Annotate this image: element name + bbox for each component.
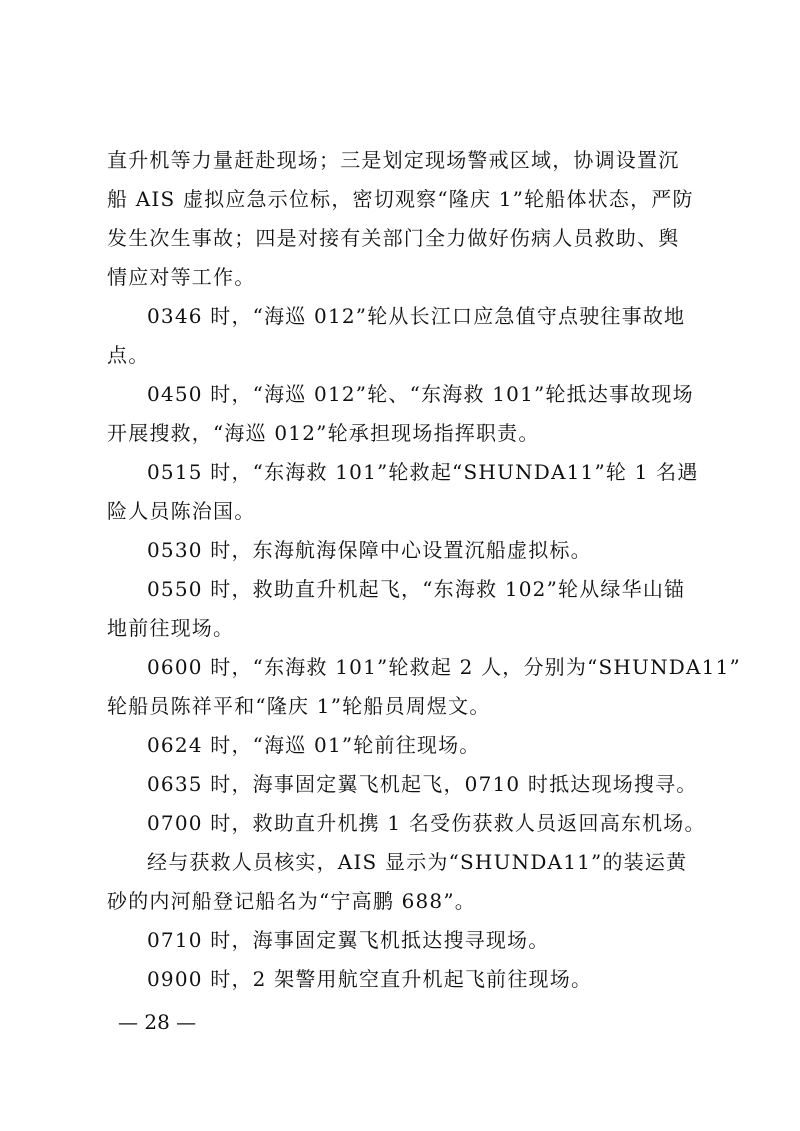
text-line: 险人员陈治国。 [107,499,256,523]
text-line: 发生次生事故；四是对接有关部门全力做好伤病人员救助、舆 [107,226,680,250]
text-line: 0635 时，海事固定翼飞机起飞，0710 时抵达现场搜寻。 [147,772,698,796]
text-line: 经与获救人员核实，AIS 显示为“SHUNDA11”的装运黄 [147,850,688,874]
text-line: 0550 时，救助直升机起飞，“东海救 102”轮从绿华山锚 [147,577,686,601]
text-line: 砂的内河船登记船名为“宁高鹏 688”。 [107,889,476,913]
text-line: 0700 时，救助直升机携 1 名受伤获救人员返回高东机场。 [147,811,706,835]
text-line: 0710 时，海事固定翼飞机抵达搜寻现场。 [147,928,550,952]
text-line: 0450 时，“海巡 012”轮、“东海救 101”轮抵达事故现场 [147,382,694,406]
text-line: 轮船员陈祥平和“隆庆 1”轮船员周煜文。 [107,694,491,718]
text-line: 船 AIS 虚拟应急示位标，密切观察“隆庆 1”轮船体状态，严防 [107,187,694,211]
text-line: 开展搜救，“海巡 012”轮承担现场指挥职责。 [107,421,540,445]
text-line: 0600 时，“东海救 101”轮救起 2 人，分别为“SHUNDA11” [147,655,741,679]
text-line: 直升机等力量赶赴现场；三是划定现场警戒区域，协调设置沉 [107,148,680,172]
text-line: 点。 [107,343,150,367]
text-line: 0346 时，“海巡 012”轮从长江口应急值守点驶往事故地 [147,304,686,328]
text-line: 0530 时，东海航海保障中心设置沉船虚拟标。 [147,538,592,562]
text-line: 地前往现场。 [107,616,235,640]
text-line: 0624 时，“海巡 01”轮前往现场。 [147,733,481,757]
text-line: 情应对等工作。 [107,265,256,289]
page-number: — 28 — [118,1010,197,1034]
text-line: 0900 时，2 架警用航空直升机起飞前往现场。 [147,967,593,991]
text-line: 0515 时，“东海救 101”轮救起“SHUNDA11”轮 1 名遇 [147,460,699,484]
